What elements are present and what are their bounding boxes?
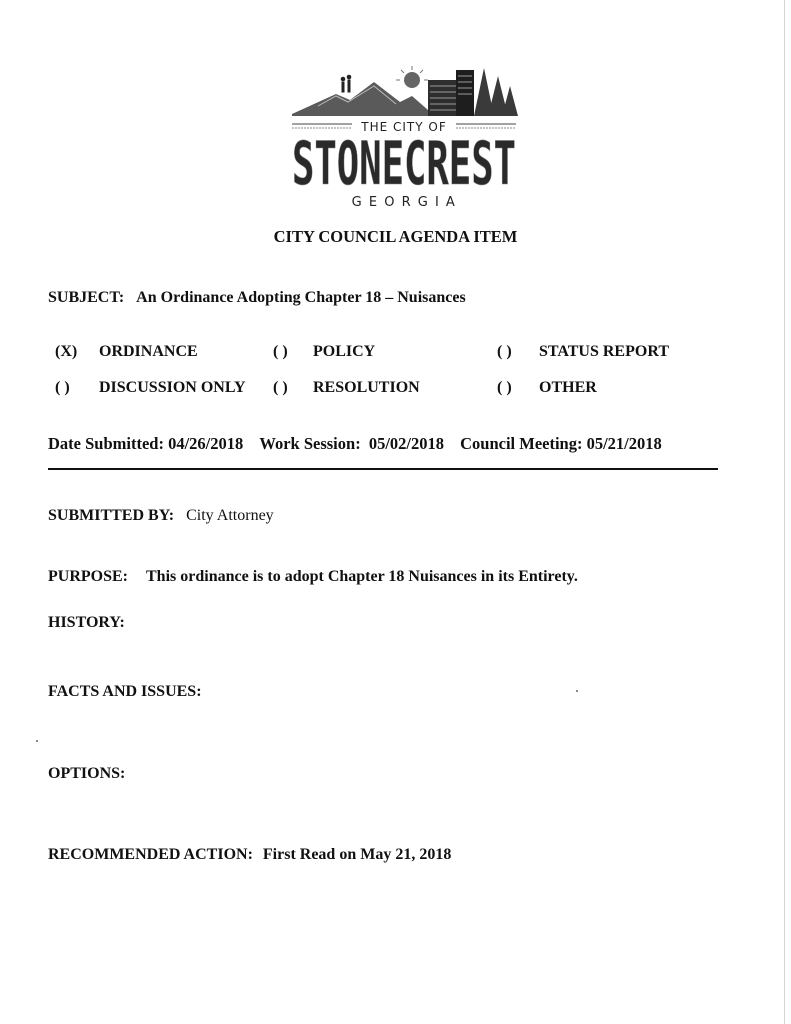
page-edge-line [784, 0, 785, 1024]
council-meeting-label: Council Meeting: [460, 434, 583, 453]
submitted-by-label: SUBMITTED BY: [48, 507, 175, 524]
checkbox-mark: ( ) [273, 379, 288, 396]
mountain-icon [292, 82, 428, 116]
logo-line-1: THE CITY OF [361, 120, 447, 134]
checkbox-label: OTHER [539, 379, 597, 396]
agenda-title: CITY COUNCIL AGENDA ITEM [273, 227, 518, 246]
checkbox-label: RESOLUTION [313, 379, 420, 396]
recommended-action-label: RECOMMENDED ACTION: [48, 846, 253, 863]
checkbox-discussion-only[interactable] [55, 378, 246, 398]
checkbox-label: POLICY [313, 343, 376, 360]
subject-line [48, 288, 466, 308]
history-label: HISTORY: [48, 614, 125, 631]
checkbox-label: DISCUSSION ONLY [99, 379, 246, 396]
scan-speck [36, 740, 38, 742]
checkbox-label: STATUS REPORT [539, 343, 669, 360]
divider-rule [48, 468, 718, 470]
hikers-icon [341, 75, 352, 93]
checkbox-label: ORDINANCE [99, 343, 198, 360]
logo-line-3: G E O R G I A [351, 195, 457, 210]
work-session-value: 05/02/2018 [368, 434, 444, 453]
date-submitted-label: Date Submitted: [48, 434, 164, 453]
checkbox-mark: ( ) [497, 343, 512, 360]
options-label: OPTIONS: [48, 765, 126, 782]
checkbox-other[interactable] [497, 378, 597, 398]
scan-speck [576, 690, 578, 692]
purpose-value: This ordinance is to adopt Chapter 18 Nuisances in its Entirety. [146, 568, 578, 585]
recommended-action-value: First Read on May 21, 2018 [262, 846, 452, 863]
subject-label: SUBJECT: [48, 289, 125, 306]
building-icon [428, 70, 474, 116]
submitted-by-value: City Attorney [186, 507, 274, 524]
sun-icon [396, 66, 428, 88]
tree-icon [474, 68, 518, 116]
checkbox-mark: ( ) [273, 343, 288, 360]
checkbox-mark: (X) [55, 343, 78, 360]
checkbox-status-report[interactable] [497, 342, 669, 362]
checkbox-mark: ( ) [497, 379, 512, 396]
checkbox-ordinance[interactable] [55, 342, 198, 362]
recommended-action-line [48, 845, 451, 865]
subject-value: An Ordinance Adopting Chapter 18 – Nuisances [136, 289, 466, 306]
checkbox-policy[interactable] [273, 342, 375, 362]
submitted-by-line [48, 506, 274, 526]
checkbox-resolution[interactable] [273, 378, 420, 398]
dates-line [48, 434, 662, 454]
city-logo [288, 66, 520, 216]
purpose-line [48, 567, 578, 587]
logo-line-2: STONECREST [292, 129, 516, 199]
checkbox-mark: ( ) [55, 379, 70, 396]
work-session-label: Work Session: [259, 434, 361, 453]
purpose-label: PURPOSE: [48, 568, 128, 585]
council-meeting-value: 05/21/2018 [586, 434, 662, 453]
date-submitted-value: 04/26/2018 [168, 434, 244, 453]
facts-issues-label: FACTS AND ISSUES: [48, 683, 202, 700]
